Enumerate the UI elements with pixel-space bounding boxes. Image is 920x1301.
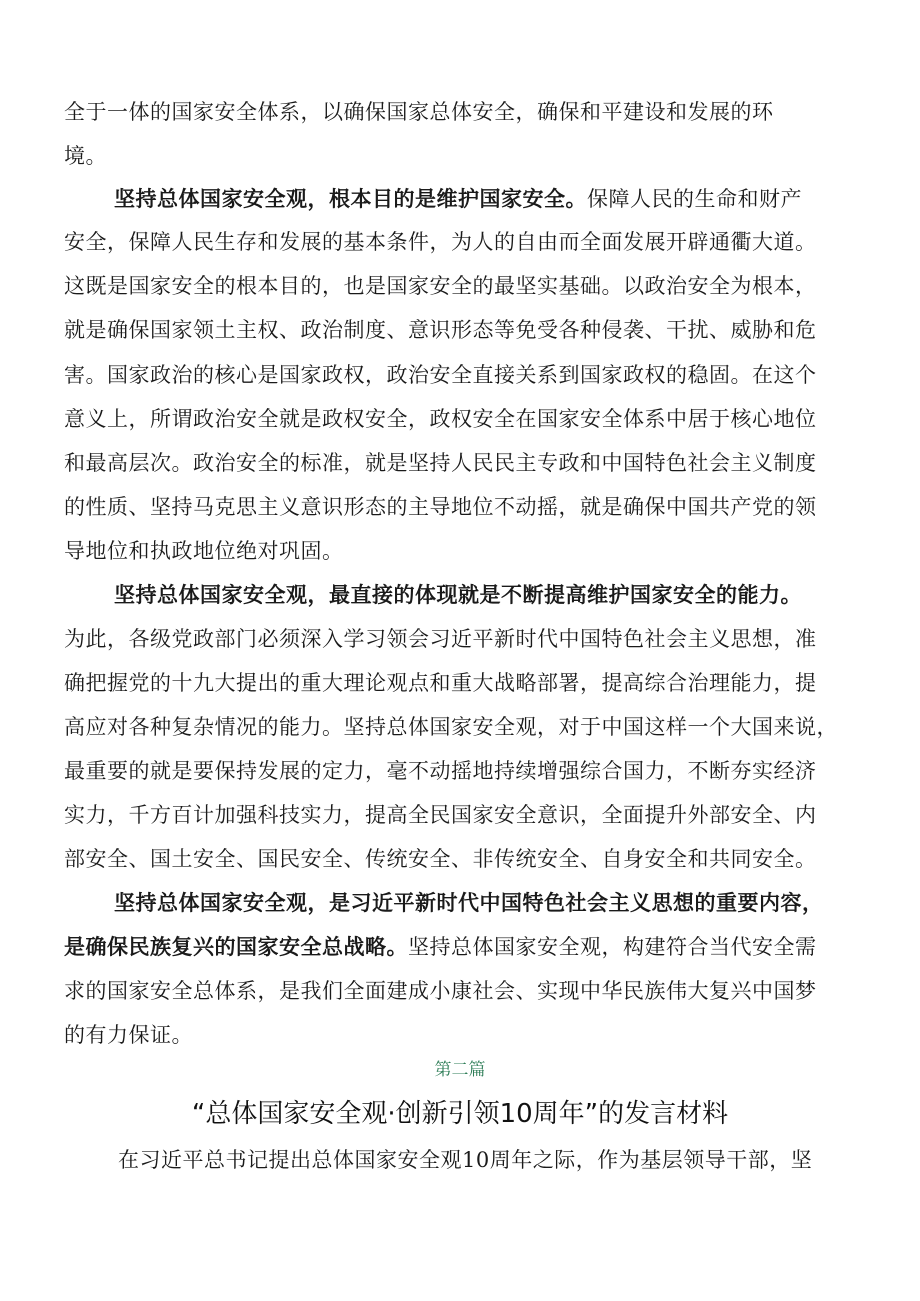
paragraph-line: 这既是国家安全的根本目的，也是国家安全的最坚实基础。以政治安全为根本，: [64, 274, 817, 298]
paragraph-line: 求的国家安全总体系，是我们全面建成小康社会、实现中华民族伟大复兴中国梦: [64, 979, 817, 1003]
paragraph-line: [114, 580, 864, 610]
paragraph-line: 确把握党的十九大提出的重大理论观点和重大战略部署，提高综合治理能力，提: [64, 671, 817, 695]
paragraph-line: 导地位和执政地位绝对巩固。: [64, 539, 344, 563]
bold-lead-sentence: 坚持总体国家安全观，最直接的体现就是不断提高维护国家安全的能力。: [114, 583, 802, 607]
section-label: 第二篇: [434, 1060, 486, 1080]
paragraph-line: 和最高层次。政治安全的标准，就是坚持人民民主专政和中国特色社会主义制度: [64, 451, 817, 475]
paragraph-line: 高应对各种复杂情况的能力。坚持总体国家安全观，对于中国这样一个大国来说，: [64, 715, 838, 739]
paragraph-line: [114, 184, 864, 214]
bold-lead-sentence: 是确保民族复兴的国家安全总战略。: [64, 935, 408, 959]
text-run: 坚持总体国家安全观，构建符合当代安全需: [408, 935, 817, 959]
paragraph-line: 全于一体的国家安全体系，以确保国家总体安全，确保和平建设和发展的环: [64, 100, 774, 124]
paragraph-line: 部安全、国土安全、国民安全、传统安全、非传统安全、自身安全和共同安全。: [64, 847, 817, 871]
section-title: “总体国家安全观·创新引领10周年”的发言材料: [191, 1099, 729, 1129]
paragraph-line: 最重要的就是要保持发展的定力，毫不动摇地持续增强综合国力，不断夯实经济: [64, 759, 817, 783]
text-run: 保障人民的生命和财产: [587, 187, 802, 211]
paragraph-line: 境。: [64, 144, 107, 168]
paragraph-line: 意义上，所谓政治安全就是政权安全，政权安全在国家安全体系中居于核心地位: [64, 407, 817, 431]
paragraph-line: 在习近平总书记提出总体国家安全观10周年之际，作为基层领导干部，坚: [118, 1148, 813, 1172]
paragraph-line: 就是确保国家领土主权、政治制度、意识形态等免受各种侵袭、干扰、威胁和危: [64, 318, 817, 342]
paragraph-line: 安全，保障人民生存和发展的基本条件，为人的自由而全面发展开辟通衢大道。: [64, 230, 817, 254]
paragraph-line: [64, 932, 864, 962]
bold-lead-sentence: 坚持总体国家安全观，根本目的是维护国家安全。: [114, 187, 587, 211]
paragraph-line: 的有力保证。: [64, 1023, 193, 1047]
paragraph-line: 为此，各级党政部门必须深入学习领会习近平新时代中国特色社会主义思想，准: [64, 627, 817, 651]
bold-lead-sentence: 坚持总体国家安全观，是习近平新时代中国特色社会主义思想的重要内容，: [114, 891, 824, 915]
paragraph-line: [114, 888, 864, 918]
paragraph-line: 实力，千方百计加强科技实力，提高全民国家安全意识，全面提升外部安全、内: [64, 803, 817, 827]
paragraph-line: 的性质、坚持马克思主义意识形态的主导地位不动摇，就是确保中国共产党的领: [64, 495, 817, 519]
paragraph-line: 害。国家政治的核心是国家政权，政治安全直接关系到国家政权的稳固。在这个: [64, 363, 817, 387]
